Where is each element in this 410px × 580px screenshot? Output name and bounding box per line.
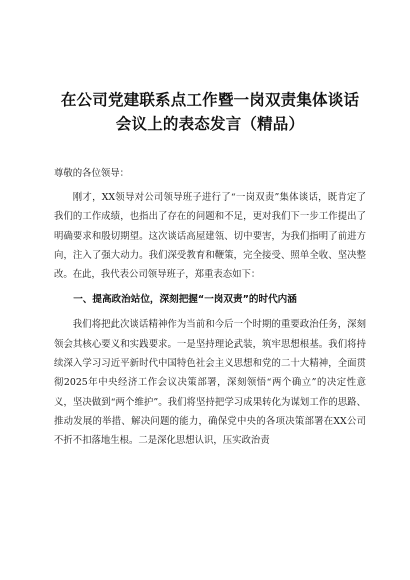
- section-heading: 一、提高政治站位，深刻把握“一岗双责”的时代内涵: [73, 294, 297, 306]
- body-paragraph-intro: 刚才，XX领导对公司领导班子进行了“一岗双责”集体谈话，既肯定了我们的工作成绩，也指出了存在的问题和不足，更对我们下一步工作提出了明确要求和殷切期望。这次谈话高屋建瓴、切中要害，为我们指明了前进方向，注入了强大动力。我们深受教育和鞭策，完全接受、照单全收、坚决整改。在此，我代表公司领导班子，郑重表态如下：: [54, 192, 366, 281]
- document-title: 在公司党建联系点工作暨一岗双责集体谈话会议上的表态发言（精品）: [60, 91, 360, 133]
- salutation: 尊敬的各位领导：: [54, 168, 130, 179]
- body-paragraph-section-1: 我们将把此次谈话精神作为当前和今后一个时期的重要政治任务，深刻领会其核心要义和实践要求。一是坚持理论武装，筑牢思想根基。我们将持续深入学习习近平新时代中国特色社会主义思想和党的二十大精神，全面贯彻2025年中央经济工作会议决策部署，深刻领悟“两个确立”的决定性意义，坚决做到“两个维护”。我们将坚持把学习成果转化为谋划工作的思路、推动发展的举措、解决问题的能力，确保党中央的各项决策部署在XX公司不折不扣落地生根。二是深化思想认识，压实政治责: [54, 319, 366, 447]
